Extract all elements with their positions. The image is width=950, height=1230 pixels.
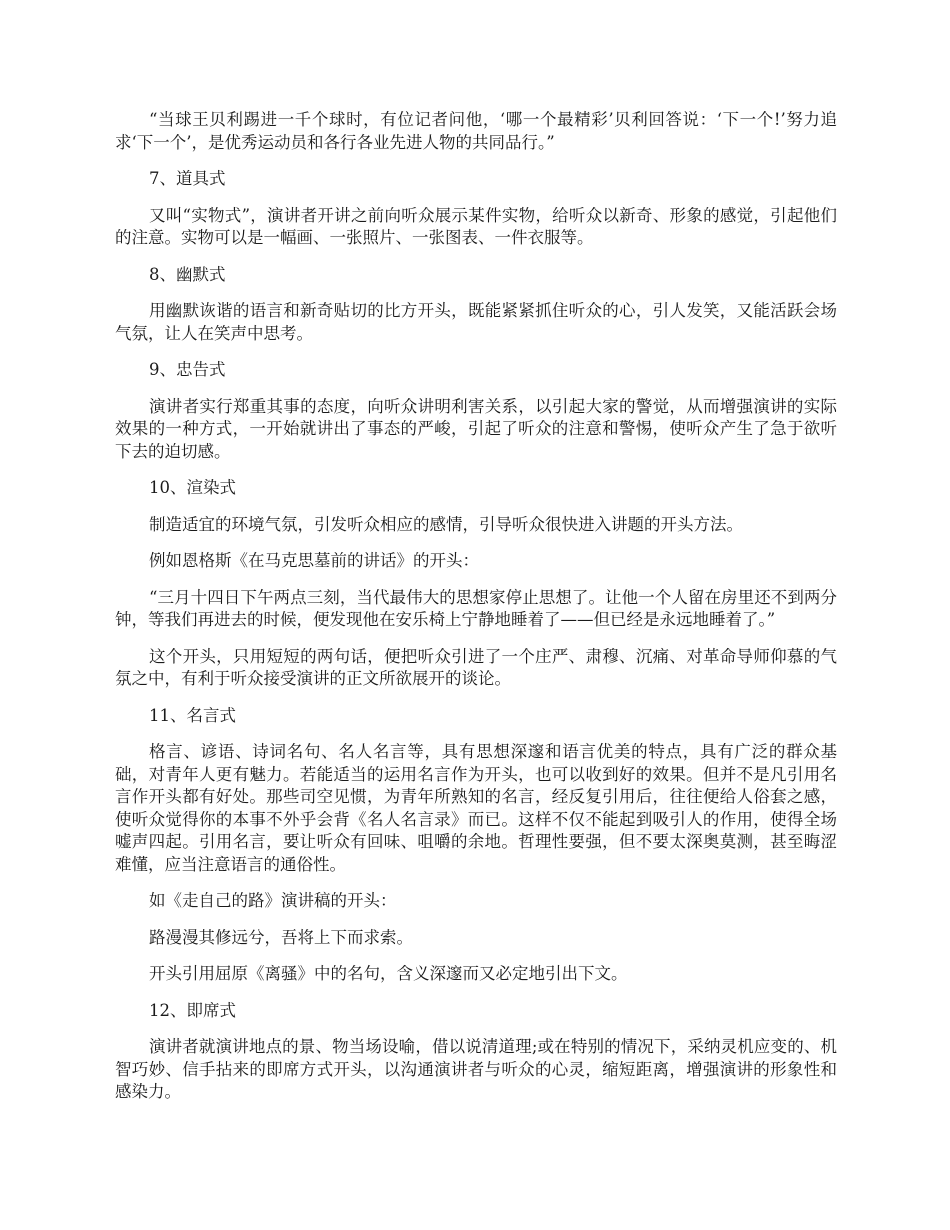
document-body — [115, 109, 837, 1118]
paragraph-own-road-intro: 如《走自己的路》演讲稿的开头： — [149, 891, 397, 910]
paragraph-advice-style: 演讲者实行郑重其事的态度，向听众讲明利害关系，以引起大家的警觉，从而增强演讲的实际效果的一种方式，一开始就讲出了事态的严峻，引起了听众的注意和警惕，使听众产生了急于欲听下去的迫切感。 — [115, 396, 837, 461]
paragraph-lisao-commentary: 开头引用屈原《离骚》中的名句，含义深邃而又必定地引出下文。 — [149, 964, 628, 983]
heading-humor-style: 8、幽默式 — [149, 264, 226, 284]
paragraph-atmosphere-style: 制造适宜的环境气氛，引发听众相应的感情，引导听众很快进入讲题的开头方法。 — [149, 514, 743, 534]
paragraph-props-style: 又叫“实物式”，演讲者开讲之前向听众展示某件实物，给听众以新奇、形象的感觉，引起他们的注意。实物可以是一幅画、一张照片、一张图表、一件衣服等。 — [115, 205, 837, 247]
paragraph-pele-quote: “当球王贝利踢进一千个球时，有位记者问他，‘哪一个最精彩’贝利回答说：‘下一个!’努力追求‘下一个’，是优秀运动员和各行各业先进人物的共同品行。” — [115, 110, 837, 152]
paragraph-engels-quote: “三月十四日下午两点三刻，当代最伟大的思想家停止思想了。让他一个人留在房里还不到两分钟，等我们再进去的时候，便发现他在安乐椅上宁静地睡着了——但已经是永远地睡着了。” — [115, 587, 837, 629]
heading-quotation-style: 11、名言式 — [149, 705, 236, 725]
paragraph-engels-commentary: 这个开头，只用短短的两句话，便把听众引进了一个庄严、肃穆、沉痛、对革命导师仰慕的气氛之中，有利于听众接受演讲的正文所欲展开的谈论。 — [115, 646, 837, 688]
paragraph-lisao-quote: 路漫漫其修远兮，吾将上下而求索。 — [149, 927, 413, 947]
paragraph-quotation-style: 格言、谚语、诗词名句、名人名言等，具有思想深邃和语言优美的特点，具有广泛的群众基础，对青年人更有魅力。若能适当的运用名言作为开头，也可以收到好的效果。但并不是凡引用名言作开头都有好处。那些司空见惯，为青年所熟知的名言，经反复引用后，往往便给人俗套之感，使听众觉得你的本事不外乎会背《名人名言录》而已。这样不仅不能起到吸引人的作用，使得全场嘘声四起。引用名言，要让听众有回味、咀嚼的余地。哲理性要强，但不要太深奥莫测，甚至晦涩难懂，应当注意语言的通俗性。 — [115, 742, 837, 874]
paragraph-engels-example-intro: 例如恩格斯《在马克思墓前的讲话》的开头： — [149, 551, 479, 570]
paragraph-humor-style: 用幽默诙谐的语言和新奇贴切的比方开头，既能紧紧抓住听众的心，引人发笑，又能活跃会场气氛，让人在笑声中思考。 — [115, 301, 837, 343]
paragraph-impromptu-style: 演讲者就演讲地点的景、物当场设喻，借以说清道理;或在特别的情况下，采纳灵机应变的、机智巧妙、信手拈来的即席方式开头，以沟通演讲者与听众的心灵，缩短距离，增强演讲的形象性和感染力。 — [115, 1037, 837, 1101]
heading-props-style: 7、道具式 — [149, 169, 226, 188]
heading-atmosphere-style: 10、渲染式 — [149, 478, 236, 497]
heading-advice-style: 9、忠告式 — [149, 360, 226, 379]
heading-impromptu-style: 12、即席式 — [149, 1000, 236, 1020]
